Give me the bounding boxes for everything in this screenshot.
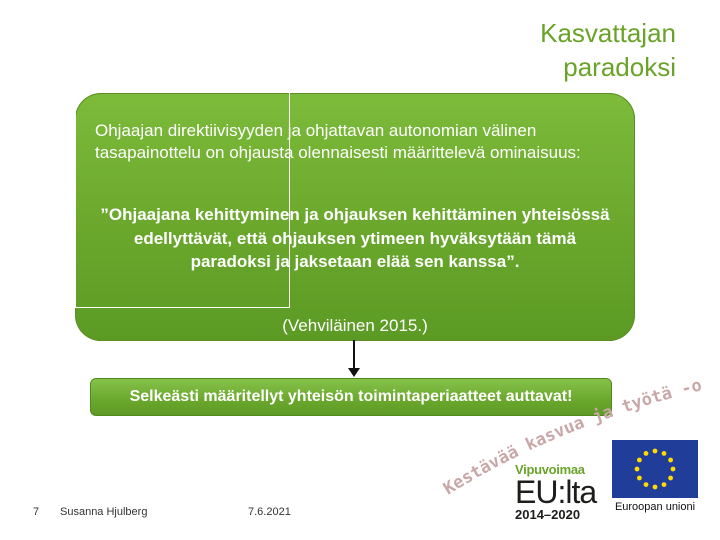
arrow-down-icon [348,368,360,377]
title-line-1: Kasvattajan [540,18,676,48]
vipu-years-text: 2014–2020 [515,507,581,522]
title-line-2: paradoksi [563,52,676,82]
arrow-line [353,340,355,370]
page-number: 7 [33,506,40,518]
eu-logo [612,440,698,530]
intro-text: Ohjaajan direktiivisyyden ja ohjattavan autonomian välinen tasapainottelu on ohjausta olennaisesti määrittelevä ominaisuus: [95,121,581,162]
slogan-text: Kestävää kasvua ja työtä -ohjelma [434,365,704,500]
vipu-main-text: EU:lta [515,474,597,510]
eu-flag-icon [612,440,698,498]
vipu-top-text: Vipuvoimaa [515,462,585,477]
source-citation: (Vehviläinen 2015.) [282,316,428,335]
quote-text: ”Ohjaajana kehittyminen ja ohjauksen kehittäminen yhteisössä edellyttävät, että ohjauksen ytimeen hyväksytään tämä paradoksi ja jaksetaan elää sen kanssa”. [100,205,610,271]
footer-date: 7.6.2021 [248,506,291,518]
slide-title [376,16,676,84]
vipuvoimaa-logo [515,462,605,532]
footer-author: Susanna Hjulberg [60,506,148,518]
eu-label: Euroopan unioni [614,501,696,513]
highlight-text: Selkeästi määritellyt yhteisön toimintaperiaatteet auttavat! [129,388,573,405]
eu-stars [635,449,676,490]
